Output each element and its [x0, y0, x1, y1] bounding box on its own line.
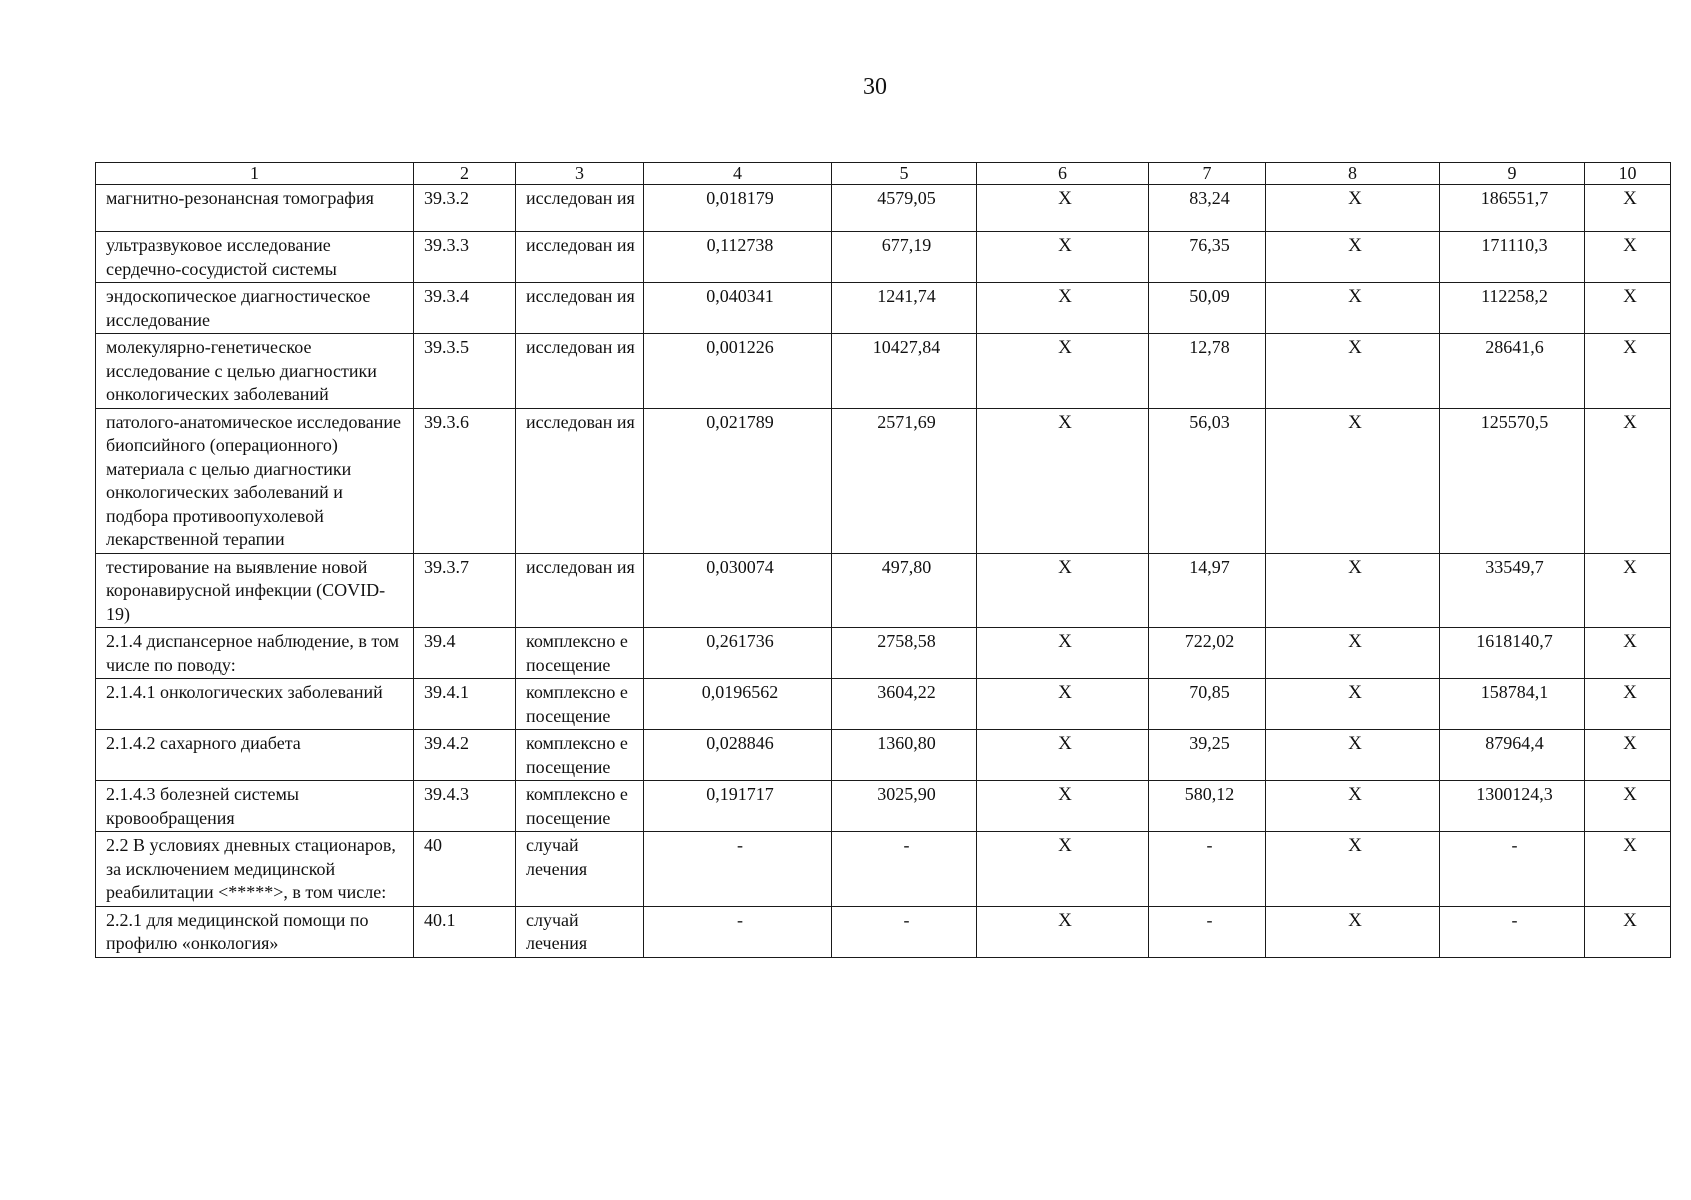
row-x-cell: X [1266, 553, 1440, 628]
row-value-cell: 39,25 [1149, 730, 1266, 781]
column-header: 3 [516, 163, 644, 185]
row-value-cell: - [832, 832, 977, 907]
row-value-cell: 87964,4 [1440, 730, 1585, 781]
row-value-cell: 0,018179 [644, 185, 832, 232]
row-value-cell: 0,001226 [644, 334, 832, 409]
row-value-cell: - [644, 832, 832, 907]
row-value-cell: 3025,90 [832, 781, 977, 832]
row-value-cell: 0,112738 [644, 232, 832, 283]
table-row [96, 408, 1671, 553]
row-x-cell: X [1585, 232, 1671, 283]
table-row [96, 283, 1671, 334]
row-x-cell: X [1266, 730, 1440, 781]
row-x-cell: X [977, 906, 1149, 957]
table-row [96, 553, 1671, 628]
row-value-cell: 0,021789 [644, 408, 832, 553]
row-name-cell: 2.1.4.1 онкологических заболеваний [96, 679, 414, 730]
row-code-cell: 39.3.2 [414, 185, 516, 232]
row-value-cell: 2758,58 [832, 628, 977, 679]
row-code-cell: 40.1 [414, 906, 516, 957]
row-value-cell: 12,78 [1149, 334, 1266, 409]
column-header: 5 [832, 163, 977, 185]
row-value-cell: - [1149, 906, 1266, 957]
row-value-cell: 83,24 [1149, 185, 1266, 232]
column-header: 7 [1149, 163, 1266, 185]
row-x-cell: X [1585, 185, 1671, 232]
table-row [96, 832, 1671, 907]
row-code-cell: 39.4.1 [414, 679, 516, 730]
row-name-cell: 2.1.4 диспансерное наблюдение, в том числе по поводу: [96, 628, 414, 679]
row-x-cell: X [1266, 334, 1440, 409]
table-row [96, 185, 1671, 232]
row-x-cell: X [977, 781, 1149, 832]
table-row [96, 334, 1671, 409]
row-value-cell: 677,19 [832, 232, 977, 283]
row-x-cell: X [977, 679, 1149, 730]
table-row [96, 781, 1671, 832]
row-name-cell: тестирование на выявление новой коронавирусной инфекции (COVID-19) [96, 553, 414, 628]
row-code-cell: 39.3.4 [414, 283, 516, 334]
row-value-cell: 497,80 [832, 553, 977, 628]
row-name-cell: 2.2.1 для медицинской помощи по профилю «онкология» [96, 906, 414, 957]
row-value-cell: 70,85 [1149, 679, 1266, 730]
column-header: 10 [1585, 163, 1671, 185]
row-x-cell: X [977, 283, 1149, 334]
row-value-cell: - [1149, 832, 1266, 907]
row-name-cell: ультразвуковое исследование сердечно-сосудистой системы [96, 232, 414, 283]
row-x-cell: X [1266, 408, 1440, 553]
row-value-cell: - [832, 906, 977, 957]
row-x-cell: X [1585, 730, 1671, 781]
row-x-cell: X [977, 408, 1149, 553]
row-unit-cell: комплексно е посещение [516, 679, 644, 730]
row-value-cell: 0,028846 [644, 730, 832, 781]
table-row [96, 679, 1671, 730]
row-x-cell: X [977, 553, 1149, 628]
row-value-cell: 1360,80 [832, 730, 977, 781]
row-name-cell: 2.1.4.3 болезней системы кровообращения [96, 781, 414, 832]
row-value-cell: 33549,7 [1440, 553, 1585, 628]
row-name-cell: 2.2 В условиях дневных стационаров, за исключением медицинской реабилитации <*****>, в том числе: [96, 832, 414, 907]
row-value-cell: 4579,05 [832, 185, 977, 232]
row-value-cell: 0,0196562 [644, 679, 832, 730]
row-x-cell: X [1266, 781, 1440, 832]
column-header: 1 [96, 163, 414, 185]
page-number: 30 [863, 74, 887, 100]
row-unit-cell: исследован ия [516, 553, 644, 628]
column-header: 4 [644, 163, 832, 185]
row-unit-cell: комплексно е посещение [516, 781, 644, 832]
column-header: 9 [1440, 163, 1585, 185]
row-code-cell: 39.3.3 [414, 232, 516, 283]
row-value-cell: 112258,2 [1440, 283, 1585, 334]
row-value-cell: 28641,6 [1440, 334, 1585, 409]
row-value-cell: 0,040341 [644, 283, 832, 334]
row-x-cell: X [977, 628, 1149, 679]
row-x-cell: X [1266, 832, 1440, 907]
row-value-cell: - [1440, 906, 1585, 957]
row-x-cell: X [977, 334, 1149, 409]
row-value-cell: 1241,74 [832, 283, 977, 334]
row-x-cell: X [1585, 832, 1671, 907]
row-x-cell: X [977, 232, 1149, 283]
row-value-cell: 125570,5 [1440, 408, 1585, 553]
row-x-cell: X [1585, 679, 1671, 730]
row-value-cell: 76,35 [1149, 232, 1266, 283]
row-name-cell: патолого-анатомическое исследование биопсийного (операционного) материала с целью диагностики онкологических заболеваний и подбора противоопухолевой лекарственной терапии [96, 408, 414, 553]
row-value-cell: 1300124,3 [1440, 781, 1585, 832]
row-code-cell: 39.4 [414, 628, 516, 679]
row-value-cell: 158784,1 [1440, 679, 1585, 730]
row-name-cell: молекулярно-генетическое исследование с целью диагностики онкологических заболеваний [96, 334, 414, 409]
row-value-cell: 0,261736 [644, 628, 832, 679]
table-body [96, 185, 1671, 958]
row-unit-cell: случай лечения [516, 832, 644, 907]
row-code-cell: 39.3.6 [414, 408, 516, 553]
row-x-cell: X [1266, 232, 1440, 283]
row-name-cell: эндоскопическое диагностическое исследование [96, 283, 414, 334]
row-value-cell: 722,02 [1149, 628, 1266, 679]
row-value-cell: 2571,69 [832, 408, 977, 553]
row-x-cell: X [1266, 679, 1440, 730]
table-row [96, 906, 1671, 957]
row-value-cell: 0,030074 [644, 553, 832, 628]
row-code-cell: 40 [414, 832, 516, 907]
row-unit-cell: исследован ия [516, 185, 644, 232]
table-row [96, 232, 1671, 283]
table-row [96, 730, 1671, 781]
row-x-cell: X [1585, 628, 1671, 679]
row-name-cell: 2.1.4.2 сахарного диабета [96, 730, 414, 781]
row-value-cell: 56,03 [1149, 408, 1266, 553]
row-value-cell: 0,191717 [644, 781, 832, 832]
data-table [95, 162, 1671, 958]
row-name-cell: магнитно-резонансная томография [96, 185, 414, 232]
row-x-cell: X [1266, 185, 1440, 232]
row-value-cell: 3604,22 [832, 679, 977, 730]
row-x-cell: X [977, 185, 1149, 232]
row-code-cell: 39.4.2 [414, 730, 516, 781]
column-number-row [96, 163, 1671, 185]
row-unit-cell: комплексно е посещение [516, 628, 644, 679]
row-code-cell: 39.3.7 [414, 553, 516, 628]
row-value-cell: 1618140,7 [1440, 628, 1585, 679]
row-unit-cell: комплексно е посещение [516, 730, 644, 781]
row-code-cell: 39.3.5 [414, 334, 516, 409]
row-value-cell: 10427,84 [832, 334, 977, 409]
row-x-cell: X [1585, 553, 1671, 628]
row-value-cell: - [644, 906, 832, 957]
row-unit-cell: исследован ия [516, 334, 644, 409]
table-row [96, 628, 1671, 679]
row-value-cell: 171110,3 [1440, 232, 1585, 283]
row-unit-cell: исследован ия [516, 283, 644, 334]
row-value-cell: 50,09 [1149, 283, 1266, 334]
row-x-cell: X [1266, 906, 1440, 957]
row-x-cell: X [977, 730, 1149, 781]
row-unit-cell: исследован ия [516, 232, 644, 283]
row-value-cell: - [1440, 832, 1585, 907]
row-x-cell: X [977, 832, 1149, 907]
column-header: 2 [414, 163, 516, 185]
row-value-cell: 14,97 [1149, 553, 1266, 628]
row-unit-cell: исследован ия [516, 408, 644, 553]
row-code-cell: 39.4.3 [414, 781, 516, 832]
column-header: 8 [1266, 163, 1440, 185]
row-x-cell: X [1585, 283, 1671, 334]
column-header: 6 [977, 163, 1149, 185]
row-x-cell: X [1585, 781, 1671, 832]
row-value-cell: 186551,7 [1440, 185, 1585, 232]
row-x-cell: X [1266, 628, 1440, 679]
row-x-cell: X [1266, 283, 1440, 334]
row-x-cell: X [1585, 906, 1671, 957]
row-x-cell: X [1585, 334, 1671, 409]
row-x-cell: X [1585, 408, 1671, 553]
row-unit-cell: случай лечения [516, 906, 644, 957]
row-value-cell: 580,12 [1149, 781, 1266, 832]
